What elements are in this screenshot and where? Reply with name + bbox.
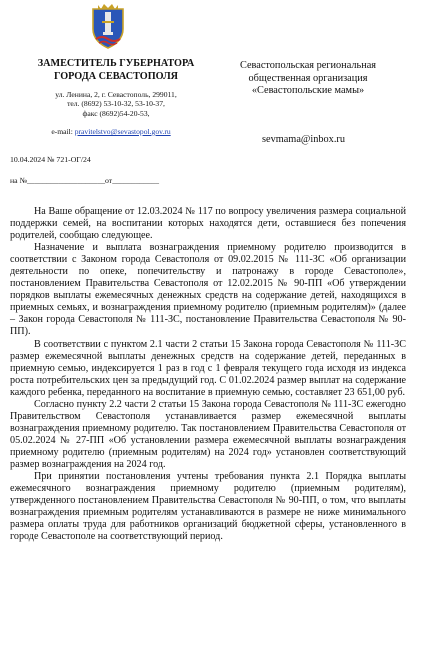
recipient-email: sevmama@inbox.ru	[262, 134, 345, 145]
address-line-2: тел. (8692) 53-10-32, 53-10-37,	[67, 99, 165, 109]
sender-title-line1: ЗАМЕСТИТЕЛЬ ГУБЕРНАТОРА	[37, 58, 195, 69]
paragraph: На Ваше обращение от 12.03.2024 № 117 по вопросу увеличения размера социальной поддержки семей, на воспитании которых находятся дети, оставшиеся без попечения родителей, сообщаю следующее.	[10, 206, 406, 242]
sender-email-link[interactable]: pravitelstvo@sevastopol.gov.ru	[74, 127, 171, 136]
address-line-1: ул. Ленина, 2, г. Севастополь, 299011,	[55, 90, 177, 99]
sender-address	[40, 90, 192, 118]
sender-title	[18, 57, 214, 83]
paragraph: При принятии постановления учтены требования пункта 2.1 Порядка выплаты ежемесячного вознаграждения приемному родителю (приемным родителям), утвержденного постановлением Правительства Севастополя № 90-ПП, о том, что выплаты вознаграждения приемным родителям устанавливаются в размере не ниже минимального размера оплаты труда для работников организаций бюджетной сферы, установленного в городе Севастополе на соответствующий период.	[10, 471, 406, 543]
paragraph: Согласно пункту 2.2 части 2 статьи 15 Закона города Севастополя № 111-ЗС ежегодно Правительством Севастополя устанавливается размер ежемесячной выплаты вознаграждения приемному родителю. Так постановлением Правительства Севастополя от 05.02.2024 № 27-ПП «Об установлении размера ежемесячной выплаты вознаграждения приемному родителю (приемным родителям) на 2024 год» установлен соответствующий размер вознаграждения на 2024 год.	[10, 398, 406, 470]
sevastopol-coat-of-arms-icon	[90, 3, 126, 49]
address-line-3: факс (8692)54-20-53,	[82, 108, 150, 118]
paragraph: В соответствии с пунктом 2.1 части 2 статьи 15 Закона города Севастополя № 111-ЗС размер ежемесячной выплаты денежных средств на содержание детей, переданных в приемную семью, индексируется 1 раз в год с 1 февраля текущего года исходя из индекса роста потребительских цен за предыдущий год. С 01.02.2024 размер выплат на содержание каждого ребенка, переданного на воспитание в приемную семью, составляет 23 651,00 руб.	[10, 338, 406, 398]
document-number: 10.04.2024 № 721-ОГ/24	[10, 155, 91, 164]
sender-email-label: e-mail:	[51, 127, 73, 136]
recipient-line1: Севастопольская региональная	[239, 60, 377, 71]
sender-email-line	[26, 127, 196, 136]
recipient-line3: «Севастопольские мамы»	[251, 85, 365, 97]
reference-line: на №____________________от____________	[10, 176, 159, 185]
sender-title-line2: ГОРОДА СЕВАСТОПОЛЯ	[53, 71, 179, 82]
paragraph: Назначение и выплата вознаграждения приемному родителю производится в соответствии с Законом города Севастополя от 09.02.2015 № 111-ЗС «Об организации деятельности по опеке, попечительству и патронажу в городе Севастополе», постановлением Правительства Севастополя от 12.02.2015 № 90-ПП «Об утверждении порядков выплаты ежемесячных денежных средств на содержание детей, находящихся в приемных семьях, и вознаграждения приемному родителю (приемным родителям)» (далее – Закон города Севастополя № 111-ЗС, постановление Правительства Севастополя № 90-ПП).	[10, 242, 406, 338]
recipient-line2: общественная организация	[248, 72, 368, 84]
recipient-block	[226, 60, 390, 98]
letter-body	[10, 206, 406, 543]
